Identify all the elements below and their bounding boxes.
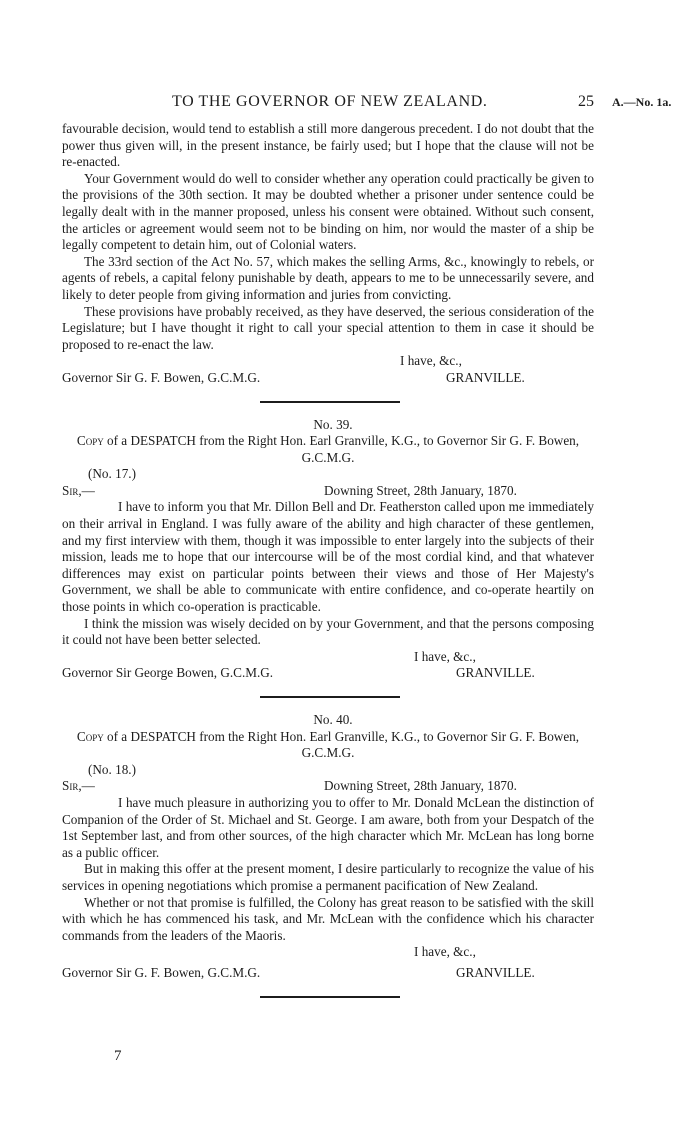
salutation-row bbox=[62, 778, 594, 795]
paragraph: Your Government would do well to consider whether any operation could practically be given to the provisions of the 30th section. It may be doubted whether a prisoner under sentence could be legally dealt with in the manner proposed, unless his consent were obtained. Without such consent, the articles or agreement would seem not to be binding on him, nor would the master of a ship be legally competent to detain him, out of Colonial waters. bbox=[62, 170, 594, 253]
dateline: Downing Street, 28th January, 1870. bbox=[324, 482, 517, 498]
salutation: Sir,— bbox=[62, 778, 95, 794]
despatch-ref-number: (No. 18.) bbox=[88, 761, 136, 777]
signature-row bbox=[62, 965, 594, 982]
despatch-heading bbox=[62, 433, 594, 466]
signature: GRANVILLE. bbox=[446, 369, 525, 385]
addressee: Governor Sir G. F. Bowen, G.C.M.G. bbox=[62, 964, 261, 980]
section-divider bbox=[260, 401, 400, 403]
signature-row bbox=[62, 665, 594, 682]
despatch-heading-text: of a DESPATCH from the Right Hon. Earl Granville, K.G., to Governor Sir G. F. Bowen, G.C.M.G. bbox=[107, 433, 580, 465]
signature-row bbox=[62, 370, 594, 387]
running-header bbox=[0, 93, 700, 117]
closing-row bbox=[62, 649, 594, 666]
copy-label: Copy bbox=[76, 433, 104, 449]
paragraph: I have much pleasure in authorizing you to offer to Mr. Donald McLean the distinction of Companion of the Order of St. Michael and St. George. I am aware, both from your Despatch of the 1st September last, and from other sources, of the high character which Mr. McLean has long borne as a public officer. bbox=[62, 794, 594, 860]
dateline: Downing Street, 28th January, 1870. bbox=[324, 778, 517, 794]
paragraph: favourable decision, would tend to establish a still more dangerous precedent. I do not doubt that the power thus given will, in the present instance, be fairly used; but I hope that the clause will not be re-enacted. bbox=[62, 121, 594, 170]
addressee: Governor Sir George Bowen, G.C.M.G. bbox=[62, 665, 274, 681]
page-body bbox=[62, 121, 594, 1012]
addressee: Governor Sir G. F. Bowen, G.C.M.G. bbox=[62, 369, 261, 385]
paragraph: I think the mission was wisely decided on by your Government, and that the persons composing it could not have been better selected. bbox=[62, 615, 594, 648]
page-title: TO THE GOVERNOR OF NEW ZEALAND. bbox=[172, 93, 488, 110]
despatch-heading bbox=[62, 729, 594, 762]
paragraph: The 33rd section of the Act No. 57, which makes the selling Arms, &c., knowingly to rebels, or agents of rebels, a capital felony punishable by death, appears to me to be unnecessarily severe, and likely to deter people from giving information and juries from convicting. bbox=[62, 253, 594, 302]
paragraph: But in making this offer at the present moment, I desire particularly to recognize the value of his services in opening negotiations which promise a permanent pacification of New Zealand. bbox=[62, 861, 594, 893]
paragraph: Whether or not that promise is fulfilled, the Colony has great reason to be satisfied with the skill with which he has commenced his task, and Mr. McLean with the confidence which his character commands from the leaders of the Maoris. bbox=[62, 894, 594, 943]
signature: GRANVILLE. bbox=[456, 964, 535, 980]
copy-label: Copy bbox=[76, 728, 104, 744]
section-divider bbox=[260, 996, 400, 998]
closing: I have, &c., bbox=[414, 648, 476, 664]
closing-row bbox=[62, 353, 594, 370]
paragraph: I have to inform you that Mr. Dillon Bell and Dr. Featherston called upon me immediately on their arrival in England. I was fully aware of the ability and high character of these gentlemen, and my first interview with them, though it was impossible to enter largely into the subjects of their mission, leads me to hope that our intercourse will be of the most cordial kind, and that whatever differences may exist on particular points between their views and those of Her Majesty's Government, we shall be able to communicate with entire confidence, and co-operate heartily on those points in which co-operation is practicable. bbox=[62, 499, 594, 615]
closing-row bbox=[62, 944, 594, 961]
paragraph: These provisions have probably received, as they have deserved, the serious consideration of the Legislature; but I have thought it right to call your special attention to them in case it should be proposed to re-enact the law. bbox=[62, 303, 594, 352]
despatch-ref-number: (No. 17.) bbox=[88, 466, 136, 482]
despatch-reference bbox=[62, 762, 594, 779]
despatch-heading-text: of a DESPATCH from the Right Hon. Earl Granville, K.G., to Governor Sir G. F. Bowen, G.C.M.G. bbox=[107, 728, 580, 761]
paper-reference: A.—No. 1a. bbox=[612, 95, 672, 109]
signature-mark: 7 bbox=[114, 1048, 122, 1064]
closing: I have, &c., bbox=[414, 944, 476, 960]
page-number: 25 bbox=[578, 93, 594, 110]
closing: I have, &c., bbox=[400, 353, 462, 369]
despatch-reference bbox=[62, 466, 594, 483]
signature: GRANVILLE. bbox=[456, 665, 535, 681]
despatch-number: No. 40. bbox=[313, 712, 353, 727]
salutation-row bbox=[62, 483, 594, 500]
section-divider bbox=[260, 696, 400, 698]
despatch-number: No. 39. bbox=[313, 416, 353, 432]
salutation: Sir,— bbox=[62, 482, 95, 498]
